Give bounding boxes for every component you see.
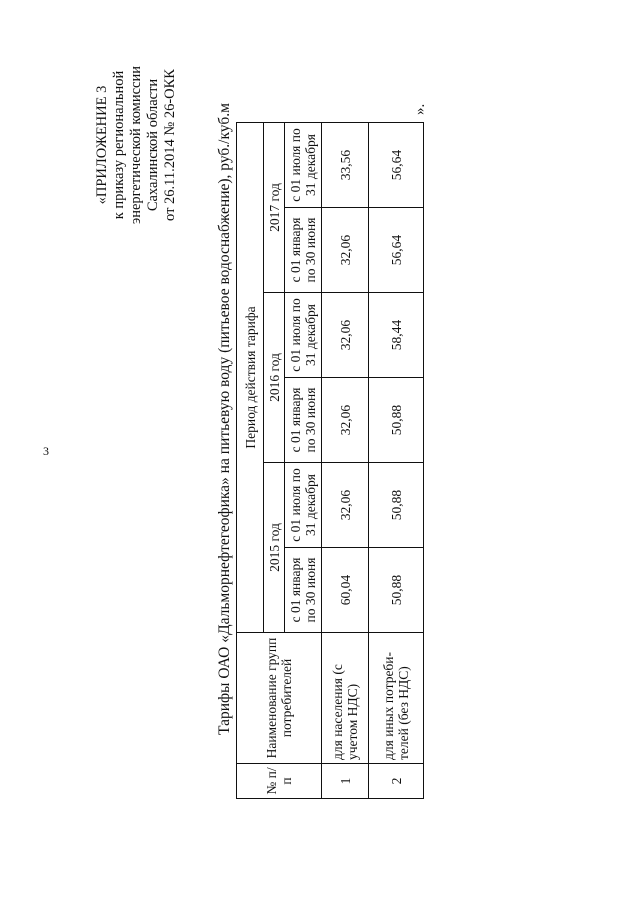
appendix-line: к приказу региональной [111,70,127,220]
tariff-value: 32,06 [322,463,369,548]
closing-mark: ». [412,103,428,115]
tariff-table [236,122,424,799]
tariff-value: 58,44 [369,293,424,378]
table-row [322,123,369,799]
half-header: с 01 января по 30 июня [285,548,322,633]
half-header: с 01 июля по 31 декабря [285,293,322,378]
appendix-block [94,35,179,255]
tariff-value: 56,64 [369,123,424,208]
half-header: с 01 января по 30 июня [285,378,322,463]
row-number: 2 [369,764,424,799]
year-header: 2016 год [264,293,285,463]
appendix-line: Сахалинской области [145,78,161,212]
col-name-header: Наименование групп потребителей [237,633,322,764]
tariff-value: 60,04 [322,548,369,633]
tariff-value: 32,06 [322,208,369,293]
tariff-value: 32,06 [322,293,369,378]
tariff-value: 50,88 [369,378,424,463]
table-row [369,123,424,799]
period-header: Период действия тарифа [237,123,264,633]
appendix-line: энергетической комиссии [128,65,144,225]
year-header: 2015 год [264,463,285,633]
tariff-value: 50,88 [369,548,424,633]
col-num-header: № п/п [237,764,322,799]
page-number: 3 [43,444,49,458]
appendix-line: от 26.11.2014 № 26-ОКК [162,69,178,221]
document-title: Тарифы ОАО «Дальморнефтегеофика» на питьевую воду (питьевое водоснабжение), руб./куб.м [216,103,233,735]
half-header: с 01 января по 30 июня [285,208,322,293]
row-number: 1 [322,764,369,799]
half-header: с 01 июля по 31 декабря [285,123,322,208]
consumer-group: для населения (с учетом НДС) [322,633,369,764]
tariff-value: 33,56 [322,123,369,208]
tariff-value: 32,06 [322,378,369,463]
year-header: 2017 год [264,123,285,293]
half-header: с 01 июля по 31 декабря [285,463,322,548]
tariff-value: 50,88 [369,463,424,548]
tariff-value: 56,64 [369,208,424,293]
appendix-line: «ПРИЛОЖЕНИЕ 3 [94,85,110,205]
consumer-group: для иных потреби-телей (без НДС) [369,633,424,764]
